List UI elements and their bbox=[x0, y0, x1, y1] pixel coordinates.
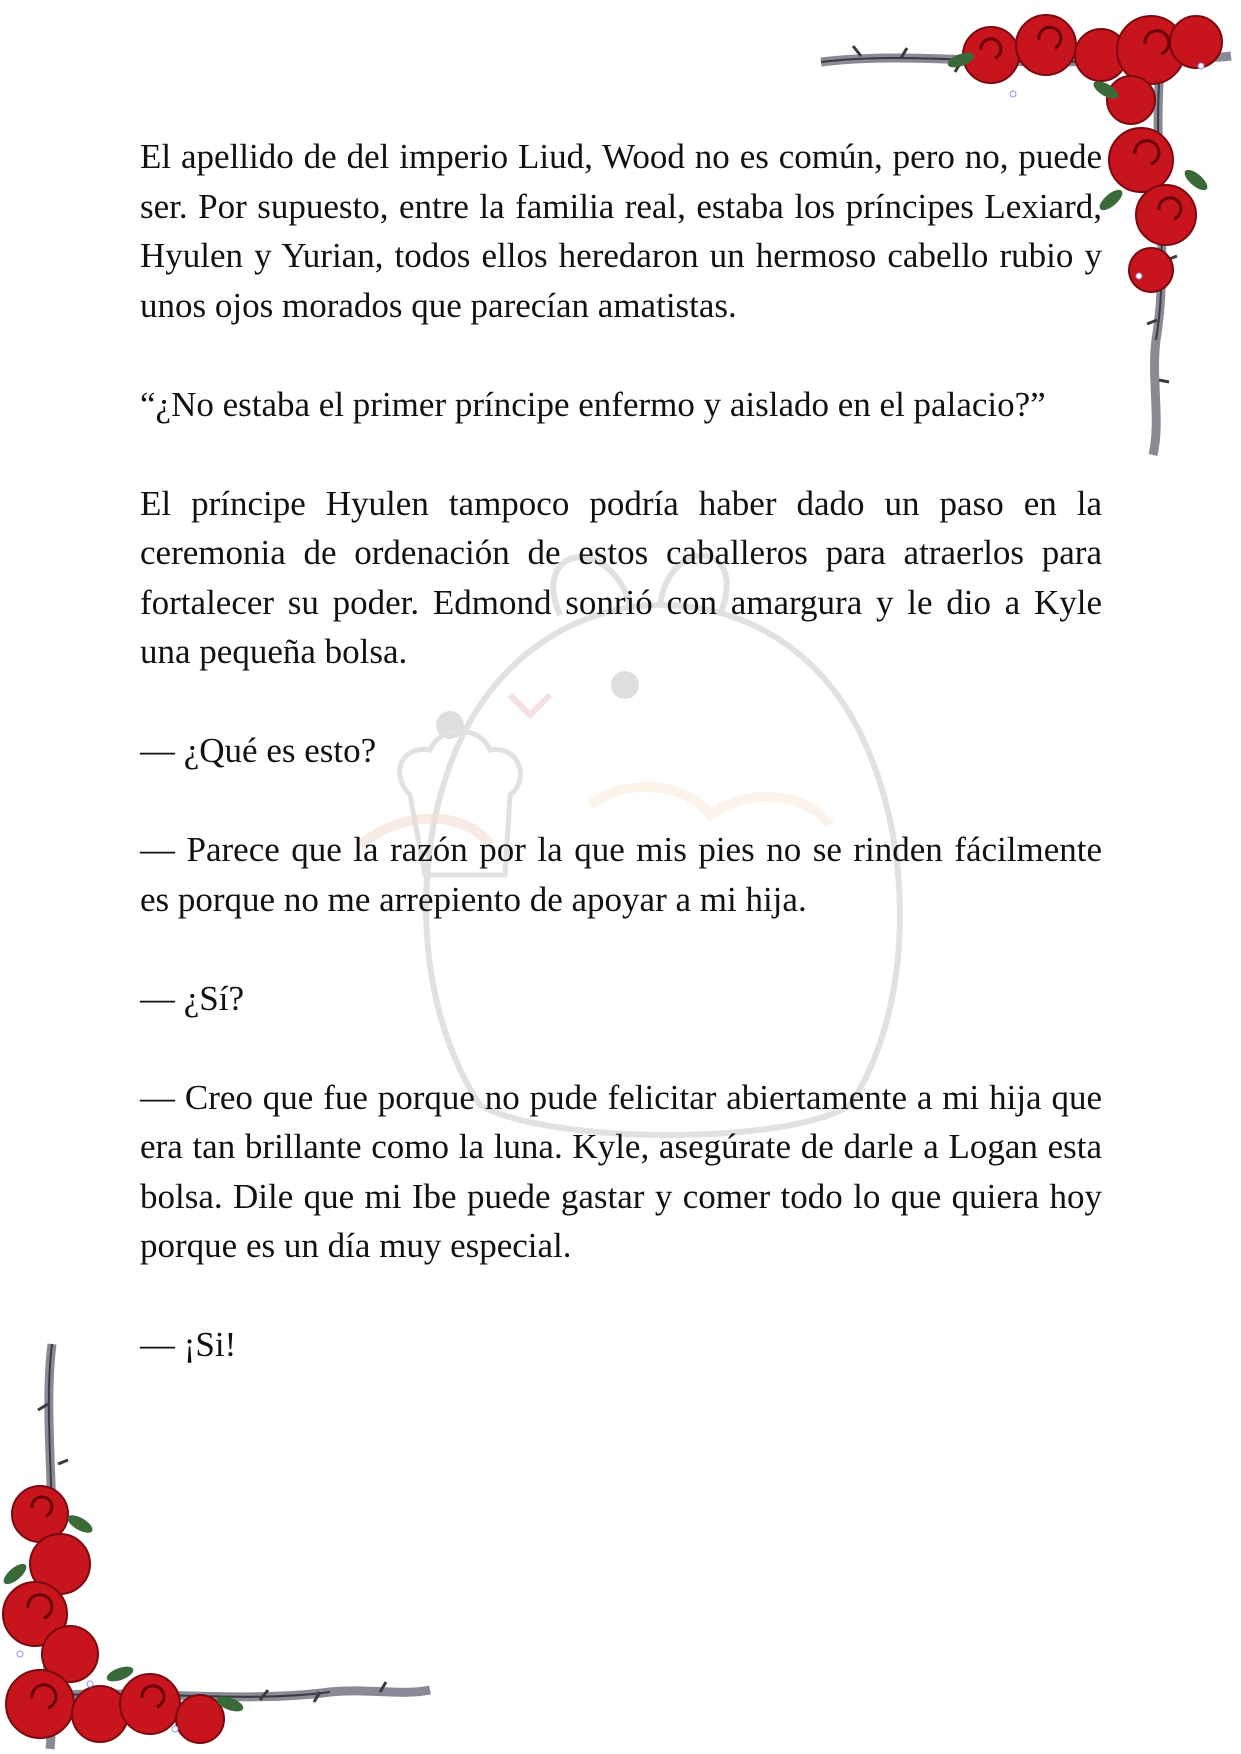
dialogue-line: — ¡Si! bbox=[140, 1325, 237, 1364]
dialogue-line: — ¿Qué es esto? bbox=[140, 731, 377, 770]
dialogue-line: — ¿Sí? bbox=[140, 978, 245, 1018]
paragraph: El apellido de del imperio Liud, Wood no es común, pero no, puede ser. Por supuesto, entre la familia real, estaba los príncipes Lexiard, Hyulen y Yurian, todos ellos heredaron un hermoso cabello rubio y unos ojos morados que parecían amatistas. bbox=[140, 137, 1102, 325]
paragraph: “¿No estaba el primer príncipe enfermo y aislado en el palacio?” bbox=[140, 384, 1046, 424]
dialogue-line: — Parece que la razón por la que mis pies no se rinden fácilmente es porque no me arrepiento de apoyar a mi hija. bbox=[140, 830, 1102, 919]
dialogue-line: — Creo que fue porque no pude felicitar abiertamente a mi hija que era tan brillante como la luna. Kyle, asegúrate de darle a Logan esta bolsa. Dile que mi Ibe puede gastar y comer todo lo que quiera hoy porque es un día muy especial. bbox=[140, 1077, 1102, 1265]
document-body bbox=[140, 132, 1102, 1419]
paragraph: El príncipe Hyulen tampoco podría haber dado un paso en la ceremonia de ordenación de estos caballeros para atraerlos para fortalecer su poder. Edmond sonrió con amargura y le dio a Kyle una pequeña bolsa. bbox=[140, 483, 1102, 671]
